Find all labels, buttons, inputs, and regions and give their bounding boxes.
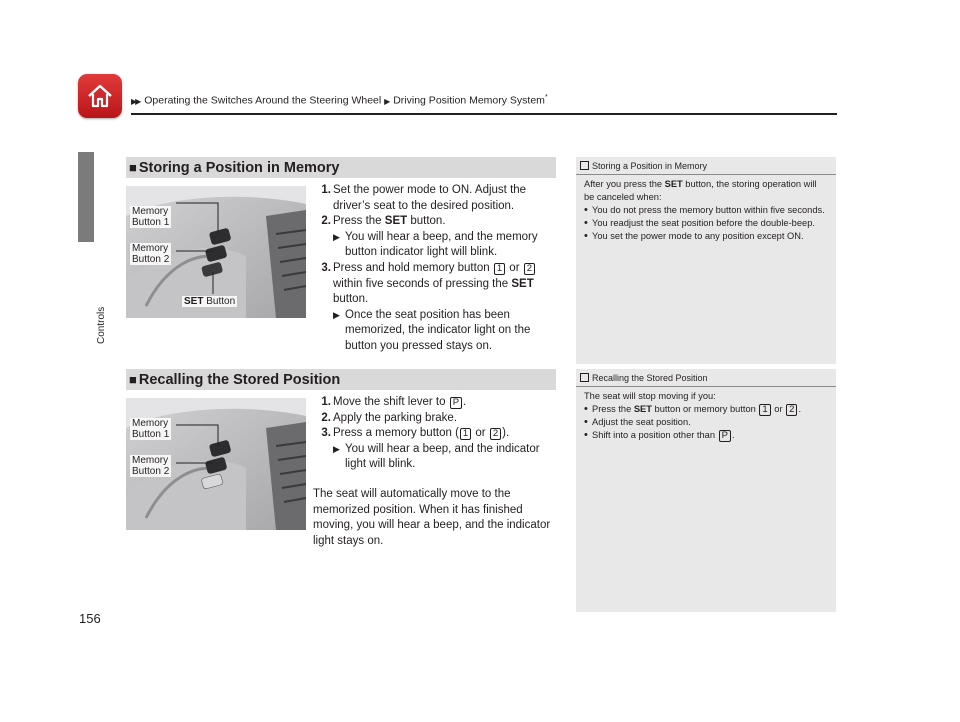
section-heading-recalling: ■ Recalling the Stored Position	[126, 369, 556, 390]
note-storing	[576, 157, 836, 364]
note-bullet: • Adjust the seat position.	[584, 416, 828, 429]
note-title: Storing a Position in Memory	[576, 157, 836, 175]
note-bullet: • You readjust the seat position before the double-beep.	[584, 217, 828, 230]
note-title: Recalling the Stored Position	[576, 369, 836, 387]
recalling-steps	[313, 395, 553, 549]
chapter-label: Controls	[96, 306, 107, 344]
note-intro: The seat will stop moving if you:	[584, 391, 716, 401]
recall-buttons-figure	[126, 398, 306, 530]
home-icon	[85, 81, 115, 111]
breadcrumb-item-2[interactable]: Driving Position Memory System	[393, 94, 545, 107]
footnote-mark: *	[544, 94, 548, 101]
park-key: P	[450, 397, 462, 409]
set-button-label: SET Button	[184, 296, 236, 307]
step-3-result: ▶ Once the seat position has been memorized, the indicator light on the button you pressed stays on.	[333, 308, 531, 352]
step-3: 3. Press and hold memory button 1 or 2 within five seconds of pressing the SET button.	[321, 261, 534, 306]
note-bullet: • Shift into a position other than P .	[584, 429, 828, 442]
memory-key-1: 1	[494, 263, 505, 275]
section-heading-storing: ■ Storing a Position in Memory	[126, 157, 556, 178]
note-recalling	[576, 369, 836, 612]
chapter-tab	[78, 152, 94, 242]
memory-button-1-label: Memory Button 1	[132, 206, 170, 228]
note-bullet: • You do not press the memory button within five seconds.	[584, 204, 828, 217]
breadcrumb-item-1[interactable]: Operating the Switches Around the Steering Wheel	[144, 94, 382, 107]
memory-key-1: 1	[460, 428, 471, 440]
result-arrow-icon: ▶	[333, 231, 340, 242]
memory-key-1: 1	[759, 404, 770, 416]
recall-paragraph: The seat will automatically move to the memorized position. When it has finished moving, you will hear a beep, and the indicator light stays on.	[313, 487, 551, 547]
note-bullet: • You set the power mode to any position except ON.	[584, 230, 828, 243]
note-checkbox-icon	[580, 161, 589, 170]
step-3: 3. Press a memory button ( 1 or 2 ).	[321, 427, 510, 440]
breadcrumb	[131, 94, 548, 107]
square-bullet-icon: ■	[129, 160, 137, 175]
storing-steps	[313, 183, 553, 355]
breadcrumb-arrow-icon: ▶▶	[131, 96, 140, 106]
memory-key-2: 2	[524, 263, 535, 275]
memory-key-2: 2	[786, 404, 797, 416]
step-1: 1. Set the power mode to ON. Adjust the driver’s seat to the desired position.	[321, 184, 527, 212]
park-key: P	[719, 430, 731, 442]
note-intro: After you press the SET button, the storing operation will be canceled when:	[584, 179, 817, 202]
memory-button-2-label: Memory Button 2	[132, 455, 170, 477]
page-number: 156	[79, 611, 101, 626]
note-checkbox-icon	[580, 373, 589, 382]
breadcrumb-arrow-icon: ▶	[384, 96, 389, 106]
step-3-result: ▶ You will hear a beep, and the indicator light will blink.	[333, 442, 540, 471]
step-2-result: ▶ You will hear a beep, and the memory button indicator light will blink.	[333, 230, 538, 259]
step-2: 2. Apply the parking brake.	[321, 411, 458, 424]
result-arrow-icon: ▶	[333, 309, 340, 320]
step-1: 1. Move the shift lever to P .	[321, 396, 467, 408]
memory-button-1-label: Memory Button 1	[132, 418, 170, 440]
memory-button-2-label: Memory Button 2	[132, 243, 170, 265]
home-button[interactable]	[78, 74, 122, 118]
step-2: 2. Press the SET button.	[321, 215, 446, 228]
memory-key-2: 2	[490, 428, 501, 440]
note-bullet: • Press the SET button or memory button 1 or 2 .	[584, 403, 828, 416]
result-arrow-icon: ▶	[333, 443, 340, 454]
memory-buttons-figure	[126, 186, 306, 318]
header-rule	[131, 113, 837, 115]
square-bullet-icon: ■	[129, 372, 137, 387]
